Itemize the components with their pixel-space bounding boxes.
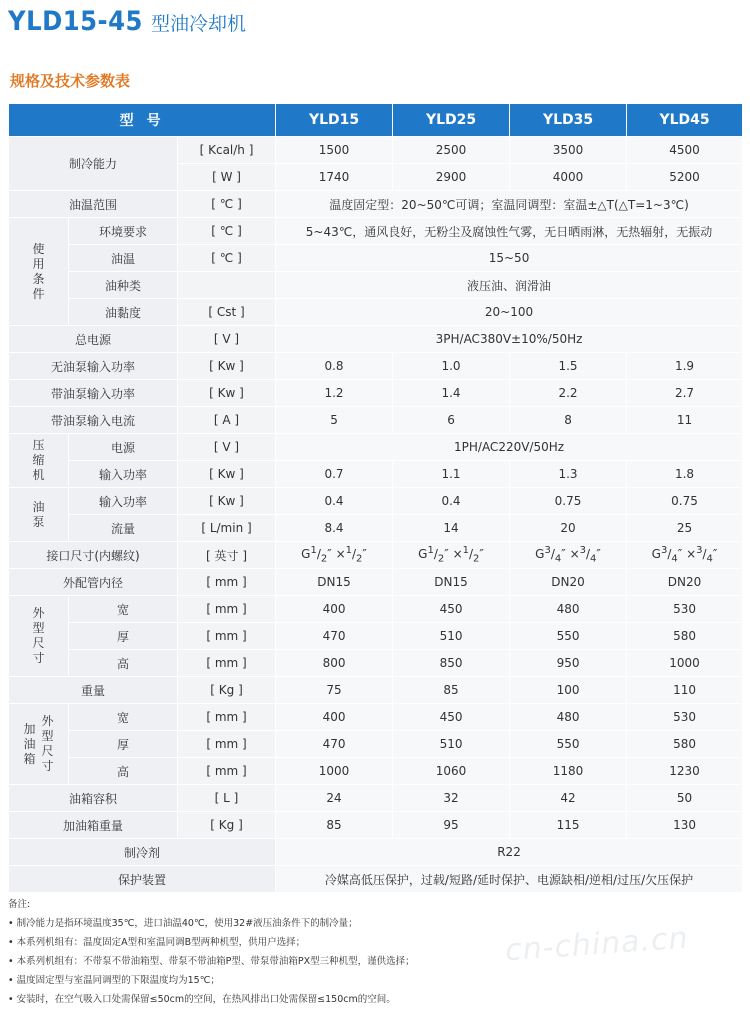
- row-unit: [ ℃ ]: [178, 218, 276, 245]
- frac-num: 1: [345, 545, 352, 557]
- table-row: [9, 623, 743, 650]
- row-unit: [ Kcal/h ]: [178, 137, 276, 164]
- row-unit: [ ℃ ]: [178, 191, 276, 218]
- cell-value: 950: [510, 650, 627, 677]
- cell-value: 1000: [627, 650, 743, 677]
- group-char: 使: [32, 241, 45, 256]
- table-row: [9, 488, 743, 515]
- cell-value: 1740: [276, 164, 393, 191]
- port-times: ″ ×: [327, 547, 346, 562]
- cell-value: 1.5: [510, 353, 627, 380]
- row-label: 油温范围: [9, 191, 178, 218]
- table-row: [9, 866, 743, 893]
- row-label: 厚: [69, 623, 178, 650]
- cell-value: 450: [393, 596, 510, 623]
- row-label: 流量: [69, 515, 178, 542]
- header-model-label: 型 号: [9, 104, 276, 137]
- cell-value: 20: [510, 515, 627, 542]
- table-row: [9, 326, 743, 353]
- section-title: 规格及技术参数表: [10, 72, 131, 90]
- cell-value: 2500: [393, 137, 510, 164]
- row-unit: [ mm ]: [178, 623, 276, 650]
- cell-value: 4000: [510, 164, 627, 191]
- cell-value: 450: [393, 704, 510, 731]
- row-label: 油温: [69, 245, 178, 272]
- row-label: 制冷剂: [9, 839, 276, 866]
- cell-value: 8: [510, 407, 627, 434]
- notes-title: 备注:: [8, 899, 31, 910]
- cell-value: DN20: [627, 569, 743, 596]
- cell-value: 480: [510, 596, 627, 623]
- cell-value: DN15: [276, 569, 393, 596]
- row-label: 宽: [69, 704, 178, 731]
- table-row: [9, 353, 743, 380]
- cell-value-span: 温度固定型：20~50℃可调；室温同调型：室温±△T(△T=1~3℃): [276, 191, 743, 218]
- table-row: [9, 380, 743, 407]
- watermark: cn-china.cn: [504, 920, 690, 969]
- cell-value: 0.4: [276, 488, 393, 515]
- group-char: 外: [32, 606, 45, 620]
- note-item: • 制冷能力是指环境温度35℃，进口油温40℃，使用32#液压油条件下的制冷量；: [8, 918, 358, 929]
- group-char: 寸: [32, 651, 45, 665]
- row-label: 带油泵输入功率: [9, 380, 178, 407]
- cell-value: 6: [393, 407, 510, 434]
- row-label: 加油箱重量: [9, 812, 178, 839]
- row-unit: [ Kw ]: [178, 353, 276, 380]
- row-unit: [ mm ]: [178, 596, 276, 623]
- row-label: 高: [69, 758, 178, 785]
- frac-num: 3: [544, 545, 551, 557]
- port-times: ″ ×: [561, 547, 580, 562]
- table-row: [9, 812, 743, 839]
- group-char: 条: [32, 271, 45, 286]
- frac-num: 1: [427, 545, 434, 557]
- cell-value: 1.8: [627, 461, 743, 488]
- cell-value-span: 3PH/AC380V±10%/50Hz: [276, 326, 743, 353]
- cell-value: 8.4: [276, 515, 393, 542]
- cell-value: 42: [510, 785, 627, 812]
- group-char: 压: [32, 438, 45, 452]
- frac-num: 1: [462, 545, 469, 557]
- cell-value: 115: [510, 812, 627, 839]
- group-label-dimensions: [9, 596, 69, 677]
- row-label: 油箱容积: [9, 785, 178, 812]
- frac-den: 2: [473, 553, 480, 565]
- cell-value: 1180: [510, 758, 627, 785]
- row-unit: [ ℃ ]: [178, 245, 276, 272]
- row-unit: [ mm ]: [178, 569, 276, 596]
- notes: [8, 895, 415, 1009]
- port-times: ″ ×: [677, 547, 697, 562]
- table-row: [9, 596, 743, 623]
- frac-den: 4: [554, 553, 562, 565]
- cell-value: 3500: [510, 137, 627, 164]
- cell-value: 75: [276, 677, 393, 704]
- row-label: 无油泵输入功率: [9, 353, 178, 380]
- group-char: 油: [32, 499, 45, 514]
- table-row: [9, 542, 743, 569]
- frac-den: 4: [590, 553, 597, 565]
- cell-value: 510: [393, 623, 510, 650]
- cell-value-span: R22: [276, 839, 743, 866]
- cell-value: 850: [393, 650, 510, 677]
- row-unit: [ mm ]: [178, 650, 276, 677]
- cell-value: 85: [276, 812, 393, 839]
- note-item: • 安装时，在空气吸入口处需保留≤50cm的空间，在热风排出口处需保留≤150cm的空间。: [8, 994, 396, 1005]
- table-row: [9, 677, 743, 704]
- table-row: [9, 218, 743, 245]
- cell-value: 800: [276, 650, 393, 677]
- cell-value: 14: [393, 515, 510, 542]
- cell-value: 1.1: [393, 461, 510, 488]
- row-label: 输入功率: [69, 461, 178, 488]
- port-g: G: [301, 547, 311, 562]
- port-inch: ″: [712, 547, 718, 562]
- table-row: [9, 434, 743, 461]
- page-title: [8, 6, 246, 42]
- header-model: YLD15: [276, 104, 393, 137]
- cell-value-span: 20~100: [276, 299, 743, 326]
- note-item: • 本系列机组有：不带泵不带油箱型、带泵不带油箱P型、带泵带油箱PX型三种机型，谨供选择；: [8, 956, 415, 967]
- cell-value: 1.2: [276, 380, 393, 407]
- frac-num: 1: [310, 545, 317, 557]
- port-size-cell: $G^3/_4'' \times^3/_4''$: [627, 542, 743, 569]
- row-unit: [ Kg ]: [178, 812, 276, 839]
- cell-value: 2.2: [510, 380, 627, 407]
- table-row: [9, 785, 743, 812]
- row-label: 输入功率: [69, 488, 178, 515]
- cell-value: 1060: [393, 758, 510, 785]
- cell-value: 0.8: [276, 353, 393, 380]
- row-unit: [ Kw ]: [178, 380, 276, 407]
- row-unit: [ Kw ]: [178, 461, 276, 488]
- cell-value: 400: [276, 596, 393, 623]
- cell-value: 5200: [627, 164, 743, 191]
- frac-num: 3: [660, 545, 668, 557]
- cell-value: 580: [627, 623, 743, 650]
- cell-value: 470: [276, 731, 393, 758]
- row-unit: [ A ]: [178, 407, 276, 434]
- cell-value: 400: [276, 704, 393, 731]
- cell-value: 1000: [276, 758, 393, 785]
- cell-value: 1.0: [393, 353, 510, 380]
- table-row: [9, 137, 743, 164]
- group-label-usage: [9, 218, 69, 326]
- cell-value-span: 冷媒高低压保护，过载/短路/延时保护、电源缺相/逆相/过压/欠压保护: [276, 866, 743, 893]
- frac-den: 2: [437, 553, 445, 565]
- cell-value-span: 1PH/AC220V/50Hz: [276, 434, 743, 461]
- row-label: 电源: [69, 434, 178, 461]
- table-row: [9, 758, 743, 785]
- table-row: [9, 245, 743, 272]
- cell-value: 580: [627, 731, 743, 758]
- tank-subgroup-text: [42, 714, 54, 774]
- cell-value: 0.75: [627, 488, 743, 515]
- table-row: [9, 461, 743, 488]
- group-label-oil-pump: [9, 488, 69, 542]
- cell-value: 110: [627, 677, 743, 704]
- spec-table: [8, 103, 743, 893]
- group-char: 用: [32, 256, 45, 271]
- cell-value-span: 液压油、润滑油: [276, 272, 743, 299]
- row-unit: [ Cst ]: [178, 299, 276, 326]
- cell-value: 1500: [276, 137, 393, 164]
- row-label: 保护装置: [9, 866, 276, 893]
- port-size-cell: $G^3/_4'' \times^3/_4''$: [510, 542, 627, 569]
- frac-den: 4: [706, 553, 713, 565]
- port-size-cell: $G^1/_2'' \times^1/_2''$: [393, 542, 510, 569]
- product-name: 型油冷却机: [150, 13, 246, 35]
- port-size-cell: $G^1/_2'' \times^1/_2''$: [276, 542, 393, 569]
- group-char: 型: [41, 729, 54, 743]
- cell-value-span: 5~43℃，通风良好，无粉尘及腐蚀性气雾，无日晒雨淋，无热辐射，无振动: [276, 218, 743, 245]
- row-unit: [ L ]: [178, 785, 276, 812]
- frac-num: 3: [696, 545, 703, 557]
- group-char: 泵: [32, 514, 45, 529]
- row-unit: [ L/min ]: [178, 515, 276, 542]
- group-char: 箱: [23, 751, 36, 766]
- cell-value: 530: [627, 704, 743, 731]
- cell-value: 100: [510, 677, 627, 704]
- frac-num: 3: [579, 545, 586, 557]
- model-range-title: YLD15-45: [8, 6, 143, 37]
- cell-value: 130: [627, 812, 743, 839]
- table-header-row: [9, 104, 743, 137]
- note-item: • 本系列机组有：温度固定A型和室温同调B型两种机型，供用户选择；: [8, 937, 306, 948]
- group-char: 寸: [41, 759, 54, 773]
- cell-value: 1.9: [627, 353, 743, 380]
- row-unit: [ Kw ]: [178, 488, 276, 515]
- row-unit: [ V ]: [178, 326, 276, 353]
- cell-value: DN15: [393, 569, 510, 596]
- cell-value: 1230: [627, 758, 743, 785]
- cell-value: 550: [510, 623, 627, 650]
- port-g: G: [418, 547, 428, 562]
- cell-value: 32: [393, 785, 510, 812]
- cell-value: 0.7: [276, 461, 393, 488]
- group-char: 尺: [32, 636, 45, 650]
- group-char: 型: [32, 621, 45, 635]
- port-inch: ″: [479, 547, 484, 562]
- group-char: 机: [32, 468, 45, 482]
- cell-value: 2.7: [627, 380, 743, 407]
- row-unit: [ mm ]: [178, 704, 276, 731]
- row-label: 制冷能力: [9, 137, 178, 191]
- row-label: 总电源: [9, 326, 178, 353]
- cell-value: 50: [627, 785, 743, 812]
- cell-value: 5: [276, 407, 393, 434]
- table-row: [9, 839, 743, 866]
- group-label-compressor: [9, 434, 69, 488]
- cell-value: 95: [393, 812, 510, 839]
- group-char: 件: [32, 286, 45, 301]
- tank-group-text: [23, 722, 35, 767]
- cell-value: 25: [627, 515, 743, 542]
- row-label: 重量: [9, 677, 178, 704]
- cell-value: 85: [393, 677, 510, 704]
- table-row: [9, 569, 743, 596]
- group-label-tank: [9, 704, 69, 785]
- table-row: [9, 704, 743, 731]
- row-label: 厚: [69, 731, 178, 758]
- cell-value: DN20: [510, 569, 627, 596]
- row-unit: [ V ]: [178, 434, 276, 461]
- cell-value: 4500: [627, 137, 743, 164]
- group-char: 外: [41, 714, 54, 728]
- group-char: 尺: [41, 744, 54, 758]
- row-label: 环境要求: [69, 218, 178, 245]
- port-inch: ″: [362, 547, 367, 562]
- header-model: YLD25: [393, 104, 510, 137]
- port-g: G: [651, 547, 661, 562]
- table-row: [9, 272, 743, 299]
- header-model: YLD45: [627, 104, 743, 137]
- row-label: 高: [69, 650, 178, 677]
- table-row: [9, 299, 743, 326]
- group-char: 加: [23, 721, 36, 736]
- row-unit: [ mm ]: [178, 731, 276, 758]
- row-unit: [ mm ]: [178, 758, 276, 785]
- cell-value: 480: [510, 704, 627, 731]
- cell-value: 11: [627, 407, 743, 434]
- table-row: [9, 191, 743, 218]
- table-row: [9, 515, 743, 542]
- row-unit: [ W ]: [178, 164, 276, 191]
- port-times: ″ ×: [444, 547, 463, 562]
- cell-value: 510: [393, 731, 510, 758]
- frac-den: 2: [356, 553, 363, 565]
- note-item: • 温度固定型与室温同调型的下限温度均为15℃；: [8, 975, 220, 986]
- table-row: [9, 650, 743, 677]
- cell-value: 0.4: [393, 488, 510, 515]
- group-char: 油: [23, 736, 36, 751]
- cell-value: 530: [627, 596, 743, 623]
- cell-value: 0.75: [510, 488, 627, 515]
- cell-value: 2900: [393, 164, 510, 191]
- frac-den: 4: [671, 553, 678, 565]
- row-label: 油黏度: [69, 299, 178, 326]
- cell-value: 550: [510, 731, 627, 758]
- cell-value: 24: [276, 785, 393, 812]
- row-unit: [178, 272, 276, 299]
- frac-den: 2: [320, 553, 328, 565]
- cell-value: 1.3: [510, 461, 627, 488]
- row-label: 宽: [69, 596, 178, 623]
- row-unit: [ 英寸 ]: [178, 542, 276, 569]
- row-label: 油种类: [69, 272, 178, 299]
- header-model: YLD35: [510, 104, 627, 137]
- row-label: 接口尺寸(内螺纹): [9, 542, 178, 569]
- cell-value-span: 15~50: [276, 245, 743, 272]
- table-row: [9, 731, 743, 758]
- cell-value: 470: [276, 623, 393, 650]
- port-g: G: [535, 547, 545, 562]
- cell-value: 1.4: [393, 380, 510, 407]
- port-inch: ″: [596, 547, 601, 562]
- row-label: 带油泵输入电流: [9, 407, 178, 434]
- group-char: 缩: [32, 453, 45, 467]
- row-unit: [ Kg ]: [178, 677, 276, 704]
- row-label: 外配管内径: [9, 569, 178, 596]
- table-row: [9, 407, 743, 434]
